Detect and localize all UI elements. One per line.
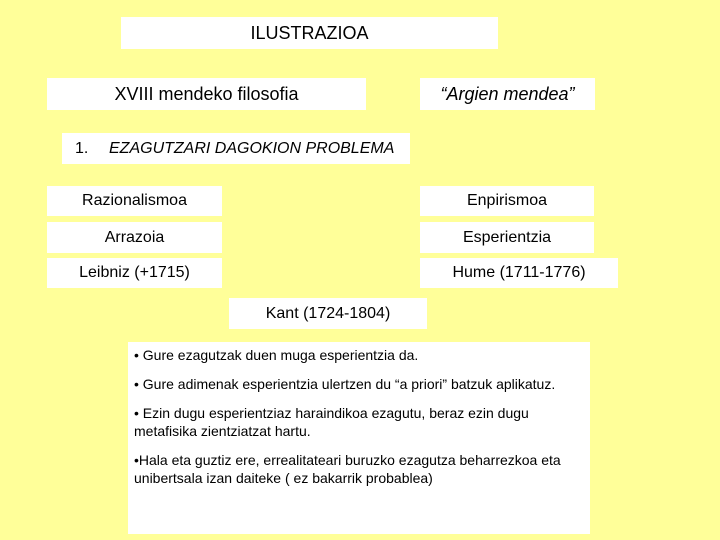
hume-label: Hume (1711-1776) [420, 258, 618, 288]
note-item: • Ezin dugu esperientziaz haraindikoa ezagutu, beraz ezin dugu metafisika zientziatzat hartu. [134, 405, 529, 439]
section-label: EZAGUTZARI DAGOKION PROBLEMA [109, 139, 395, 157]
experience-label: Esperientzia [420, 222, 594, 253]
kant-label: Kant (1724-1804) [229, 298, 427, 329]
note-item: • Gure ezagutzak duen muga esperientzia da. [134, 347, 419, 363]
kant-notes [128, 342, 590, 534]
section-heading [62, 133, 410, 164]
note-item: •Hala eta guztiz ere, errealitateari buruzko ezagutza beharrezkoa eta unibertsala izan daiteke ( ez bakarrik probablea) [134, 452, 561, 486]
empiricism-label: Enpirismoa [420, 186, 594, 216]
rationalism-label: Razionalismoa [47, 186, 222, 216]
section-number: 1. [75, 139, 89, 157]
reason-label: Arrazoia [47, 222, 222, 253]
subtitle-century: XVIII mendeko filosofia [47, 78, 366, 110]
note-item: • Gure adimenak esperientzia ulertzen du “a priori” batzuk aplikatuz. [134, 376, 556, 392]
subtitle-age-of-light: “Argien mendea” [420, 78, 595, 110]
slide-title: ILUSTRAZIOA [121, 17, 498, 49]
leibniz-label: Leibniz (+1715) [47, 258, 222, 288]
